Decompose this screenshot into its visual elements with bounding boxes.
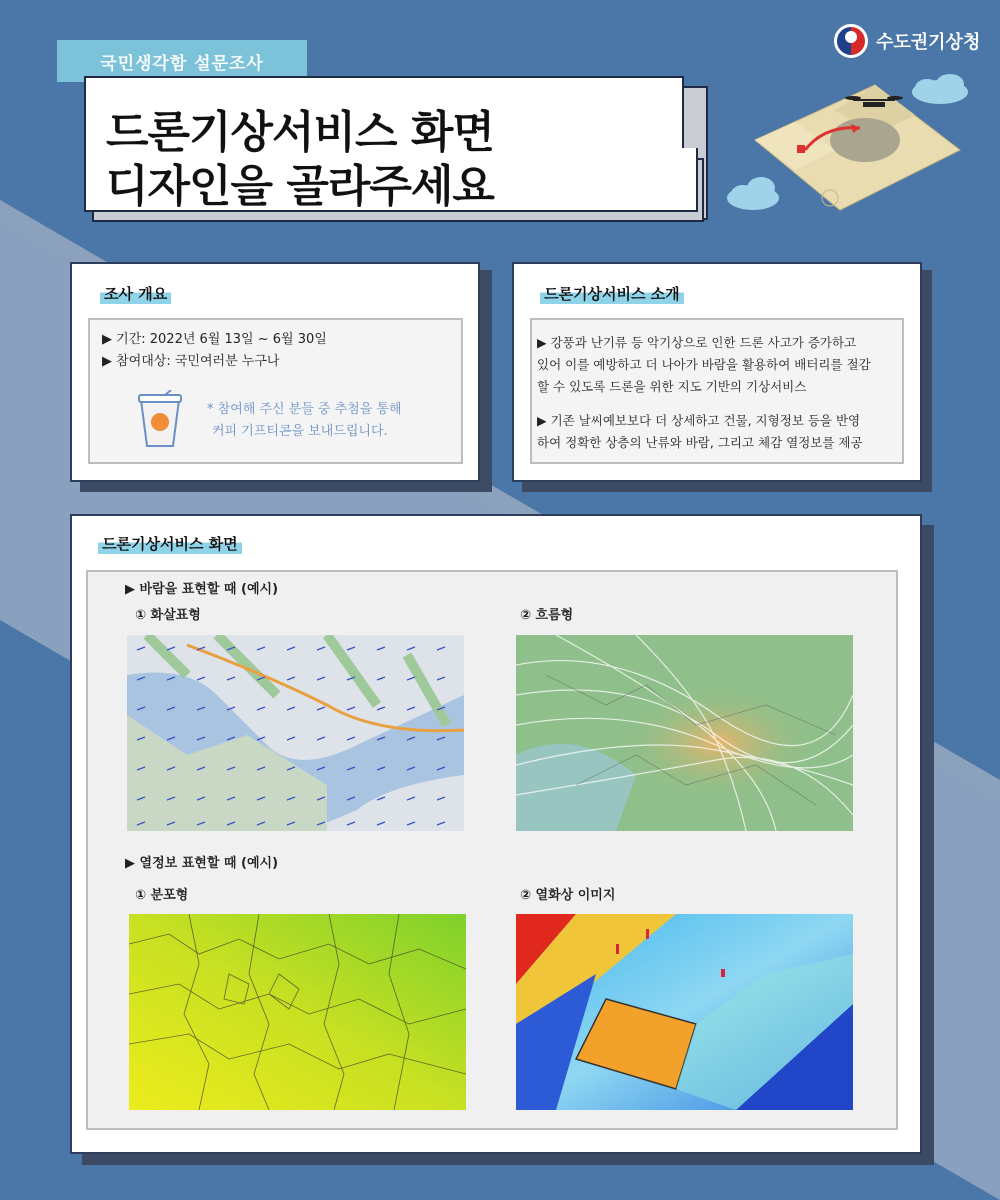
page-title-line1: 드론기상서비스 화면 xyxy=(106,107,494,158)
heat-option1-label: ① 분포형 xyxy=(135,888,189,903)
overview-title: 조사 개요 xyxy=(100,283,171,304)
intro-paragraph2-line2: 하여 정확한 상층의 난류와 바람, 그리고 체감 열정보를 제공 xyxy=(537,435,863,450)
coffee-cup-icon xyxy=(135,390,185,450)
wind-arrow-map-image xyxy=(127,635,464,831)
org-logo xyxy=(834,24,980,58)
intro-paragraph1-line1: ▶ 강풍과 난기류 등 악기상으로 인한 드론 사고가 증가하고 xyxy=(537,335,857,350)
intro-paragraph1-line2: 있어 이를 예방하고 더 나아가 바람을 활용하여 배터리를 절감 xyxy=(537,357,871,372)
overview-note-line2: 커피 기프티콘을 보내드립니다. xyxy=(212,424,388,439)
cloud-icon xyxy=(727,177,779,210)
intro-paragraph1-line3: 할 수 있도록 드론을 위한 지도 기반의 기상서비스 xyxy=(537,379,807,394)
survey-tag: 국민생각함 설문조사 xyxy=(57,40,307,82)
heat-distribution-map-image xyxy=(129,914,466,1110)
overview-period: ▶ 기간: 2022년 6월 13일 ~ 6월 30일 xyxy=(102,332,327,347)
wind-option2-label: ② 흐름형 xyxy=(520,608,574,623)
cloud-icon xyxy=(912,74,968,104)
overview-target: ▶ 참여대상: 국민여러분 누구나 xyxy=(102,354,280,369)
intro-title: 드론기상서비스 소개 xyxy=(540,283,684,304)
thermal-image xyxy=(516,914,853,1110)
org-name: 수도권기상청 xyxy=(876,32,981,53)
screens-title: 드론기상서비스 화면 xyxy=(98,533,242,554)
government-emblem-icon xyxy=(834,24,868,58)
intro-paragraph2-line1: ▶ 기존 날씨예보보다 더 상세하고 건물, 지형정보 등을 반영 xyxy=(537,413,861,428)
wind-flow-map-image xyxy=(516,635,853,831)
wind-heading: ▶ 바람을 표현할 때 (예시) xyxy=(125,582,279,597)
heat-heading: ▶ 열정보 표현할 때 (예시) xyxy=(125,856,279,871)
overview-note-line1: * 참여해 주신 분들 중 추첨을 통해 xyxy=(207,402,402,417)
heat-option2-label: ② 열화상 이미지 xyxy=(520,888,616,903)
wind-option1-label: ① 화살표형 xyxy=(135,608,201,623)
page-title-line2: 디자인을 골라주세요 xyxy=(106,161,494,212)
drone-map-illustration xyxy=(725,70,980,230)
